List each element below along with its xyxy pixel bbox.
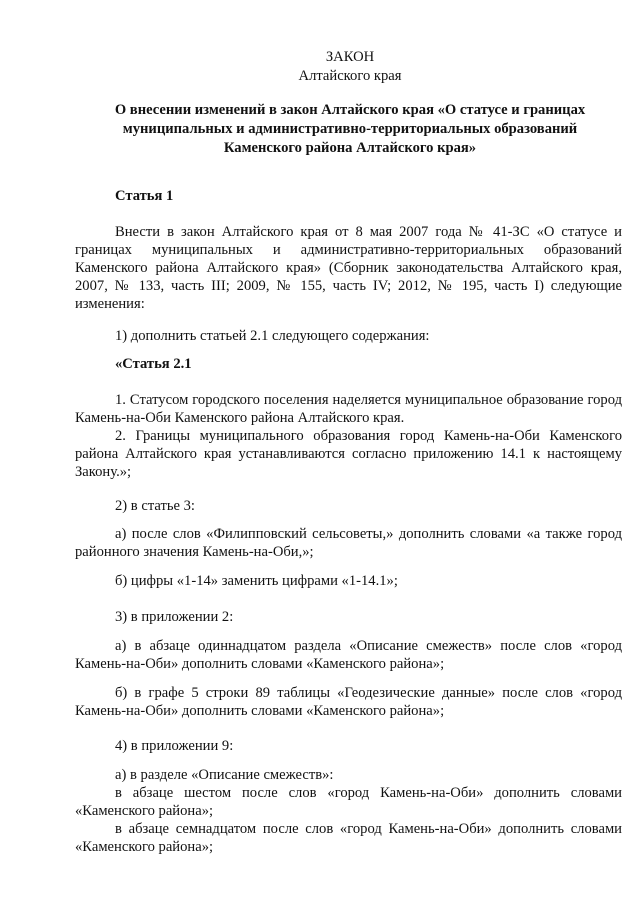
heading-line: муниципальных и административно-территориальных образований (122, 121, 578, 137)
new-article-title: «Статья 2.1 (115, 356, 192, 372)
article-intro: Внести в закон Алтайского края от 8 мая 2007 года № 41-ЗС «О статусе и границах муниципальных и административно-территориальных образований Каменского района Алтайского края» (Сборник законодательства Алтайского края, 2007, № 133, часть III; 2009, № 155, часть IV; 2012, № 195, часть I) следующие изменения: (75, 224, 622, 312)
paragraph: б) цифры «1-14» заменить цифрами «1-14.1»; (115, 573, 398, 589)
list-item: 3) в приложении 2: (115, 609, 234, 625)
paragraph: а) после слов «Филипповский сельсоветы,» дополнить словами «а также город районного значения Камень-на-Оби,»; (75, 526, 622, 560)
paragraph: 2. Границы муниципального образования город Камень-на-Оби Каменского района Алтайского края устанавливаются согласно приложению 14.1 к настоящему Закону.»; (75, 428, 622, 480)
paragraph: 1. Статусом городского поселения наделяется муниципальное образование город Камень-на-Оби Каменского района Алтайского края. (75, 392, 622, 426)
list-item: 2) в статье 3: (115, 498, 195, 514)
heading-line: О внесении изменений в закон Алтайского края «О статусе и границах (114, 102, 586, 118)
law-subtitle: Алтайского края (298, 68, 402, 84)
list-item: 1) дополнить статьей 2.1 следующего содержания: (115, 328, 430, 344)
heading-line: Каменского района Алтайского края» (223, 140, 477, 156)
paragraph: б) в графе 5 строки 89 таблицы «Геодезические данные» после слов «город Камень-на-Оби» дополнить словами «Каменского района»; (75, 685, 622, 719)
paragraph: а) в разделе «Описание смежеств»: (115, 767, 334, 783)
article-title: Статья 1 (115, 188, 174, 204)
paragraph: а) в абзаце одиннадцатом раздела «Описание смежеств» после слов «город Камень-на-Оби» дополнить словами «Каменского района»; (75, 638, 622, 672)
law-heading (70, 101, 630, 158)
list-item: 4) в приложении 9: (115, 738, 234, 754)
law-title: ЗАКОН (325, 49, 375, 65)
paragraph: в абзаце шестом после слов «город Камень-на-Оби» дополнить словами «Каменского района»; (75, 785, 622, 819)
paragraph: в абзаце семнадцатом после слов «город Камень-на-Оби» дополнить словами «Каменского района»; (75, 821, 622, 855)
